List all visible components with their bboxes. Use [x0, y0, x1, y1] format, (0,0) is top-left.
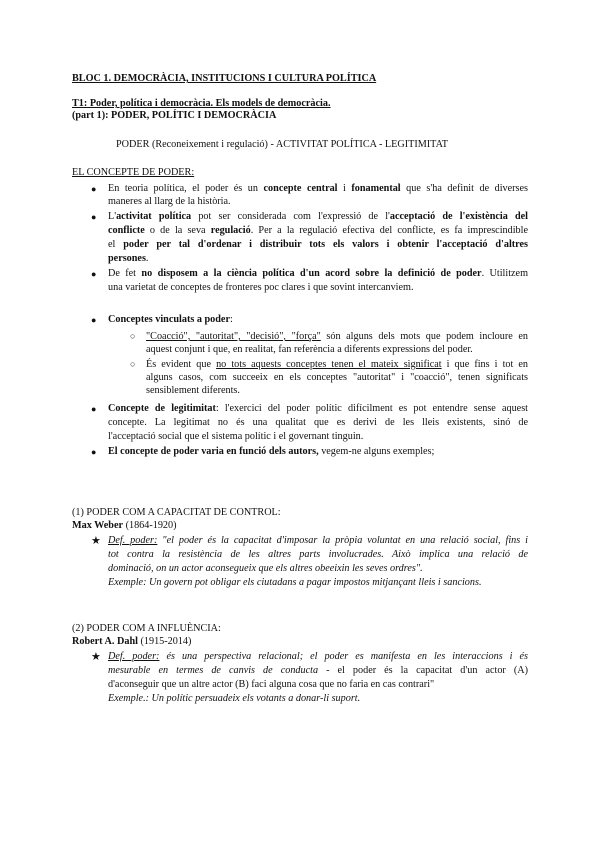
sub-bullet-2-line-1: És evident que no tots aquests conceptes tenen el mateix significat i que fins i tot en [146, 359, 528, 370]
bullet-2-line-1: L'activitat política pot ser considerada com l'expressió de l'acceptació de l'existència del [108, 211, 528, 222]
bullet-5-line-1: Concepte de legitimitat: l'exercici del poder polític difícilment es pot entendre sense aquest [108, 403, 528, 414]
section-2-heading: (2) PODER COM A INFLUÈNCIA: [72, 623, 221, 634]
bullet-2-line-4: persones. [108, 253, 149, 264]
bullet-icon: ● [91, 212, 97, 222]
bullet-icon: ● [91, 404, 97, 414]
sub-bullet-icon: ○ [130, 331, 136, 341]
section-2-def-line-3: d'aconseguir que un altre actor (B) faci alguna cosa que no faria en cas contrari" [108, 679, 435, 690]
bullet-icon: ● [91, 447, 97, 457]
sub-bullet-1-line-2: aquest conjunt i que, en realitat, fan referència a diferents expressions del poder. [146, 344, 473, 355]
bullet-6-line-1: El concepte de poder varia en funció dels autors, vegem-ne alguns exemples; [108, 446, 435, 457]
star-icon: ★ [91, 651, 101, 663]
bullet-1-line-1: En teoria política, el poder és un concepte central i fonamental que s'ha definit de diverses [108, 183, 529, 194]
section-1-heading: (1) PODER COM A CAPACITAT DE CONTROL: [72, 507, 281, 518]
section-2-example: Exemple.: Un polític persuadeix els votants a donar-li suport. [108, 693, 361, 704]
concept-heading: EL CONCEPTE DE PODER: [72, 167, 195, 178]
section-2-def-line-1: Def. poder: és una perspectiva relacional; el poder es manifesta en les interaccions i és [108, 651, 528, 662]
topic-title: T1: Poder, política i democràcia. Els models de democràcia. [72, 98, 331, 109]
subtitle: PODER (Reconeixement i regulació) - ACTIVITAT POLÍTICA - LEGITIMITAT [116, 139, 449, 150]
sub-bullet-icon: ○ [130, 359, 136, 369]
bloc-title: BLOC 1. DEMOCRÀCIA, INSTITUCIONS I CULTURA POLÍTICA [72, 73, 377, 84]
bullet-1-line-2: maneres al llarg de la història. [108, 196, 231, 207]
section-1-author: Max Weber (1864-1920) [72, 520, 177, 531]
star-icon: ★ [91, 535, 101, 547]
section-2-def-line-2: mesurable en termes de canvis de conducta - el poder és la capacitat d'un actor (A) [108, 665, 529, 676]
section-1-def-line-3: dominació, on un actor aconsegueix que els altres obeeixin les seves ordres". [108, 563, 423, 574]
bullet-icon: ● [91, 184, 97, 194]
bullet-icon: ● [91, 315, 97, 325]
bullet-5-line-3: l'acceptació social que el sistema polític i el governant tinguin. [108, 431, 364, 442]
bullet-2-line-2: conflicte o de la seva regulació. Per a la regulació efectiva del conflicte, es fa imprescindible [108, 225, 528, 236]
bullet-4-line-1: Conceptes vinculats a poder: [108, 314, 233, 325]
sub-bullet-2-line-3: sensiblement diferents. [146, 385, 240, 396]
sub-bullet-1-line-1: "Coacció", "autoritat", "decisió", "força" són alguns dels mots que podem incloure en [146, 331, 528, 342]
section-1-example: Exemple: Un govern pot obligar els ciutadans a pagar impostos mitjançant lleis i sancions. [108, 577, 482, 588]
part-title: (part 1): PODER, POLÍTIC I DEMOCRÀCIA [72, 110, 277, 121]
bullet-icon: ● [91, 269, 97, 279]
sub-bullet-2-line-2: alguns casos, com succeeix en els conceptes "autoritat" i "coacció", tenen significats [146, 372, 528, 383]
bullet-3-line-2: una varietat de conceptes de fronteres poc clares i que sovint intercanviem. [108, 282, 414, 293]
section-1-def-line-2: tot contra la resistència de les altres parts involucrades. Això implica una relació de [108, 549, 528, 560]
bullet-2-line-3: el poder per tal d'ordenar i distribuir tots els valors i obtenir l'acceptació d'altres [108, 239, 528, 250]
section-2-author: Robert A. Dahl (1915-2014) [72, 636, 192, 647]
section-1-def-line-1: Def. poder: "el poder és la capacitat d'imposar la pròpia voluntat en una relació social, fins i [108, 535, 528, 546]
bullet-5-line-2: concepte. La legitimat no és una qualitat que es derivi de les lleis existents, sinó de [108, 417, 528, 428]
bullet-3-line-1: De fet no disposem a la ciència política d'un acord sobre la definició de poder. Utilitzem [108, 268, 528, 279]
